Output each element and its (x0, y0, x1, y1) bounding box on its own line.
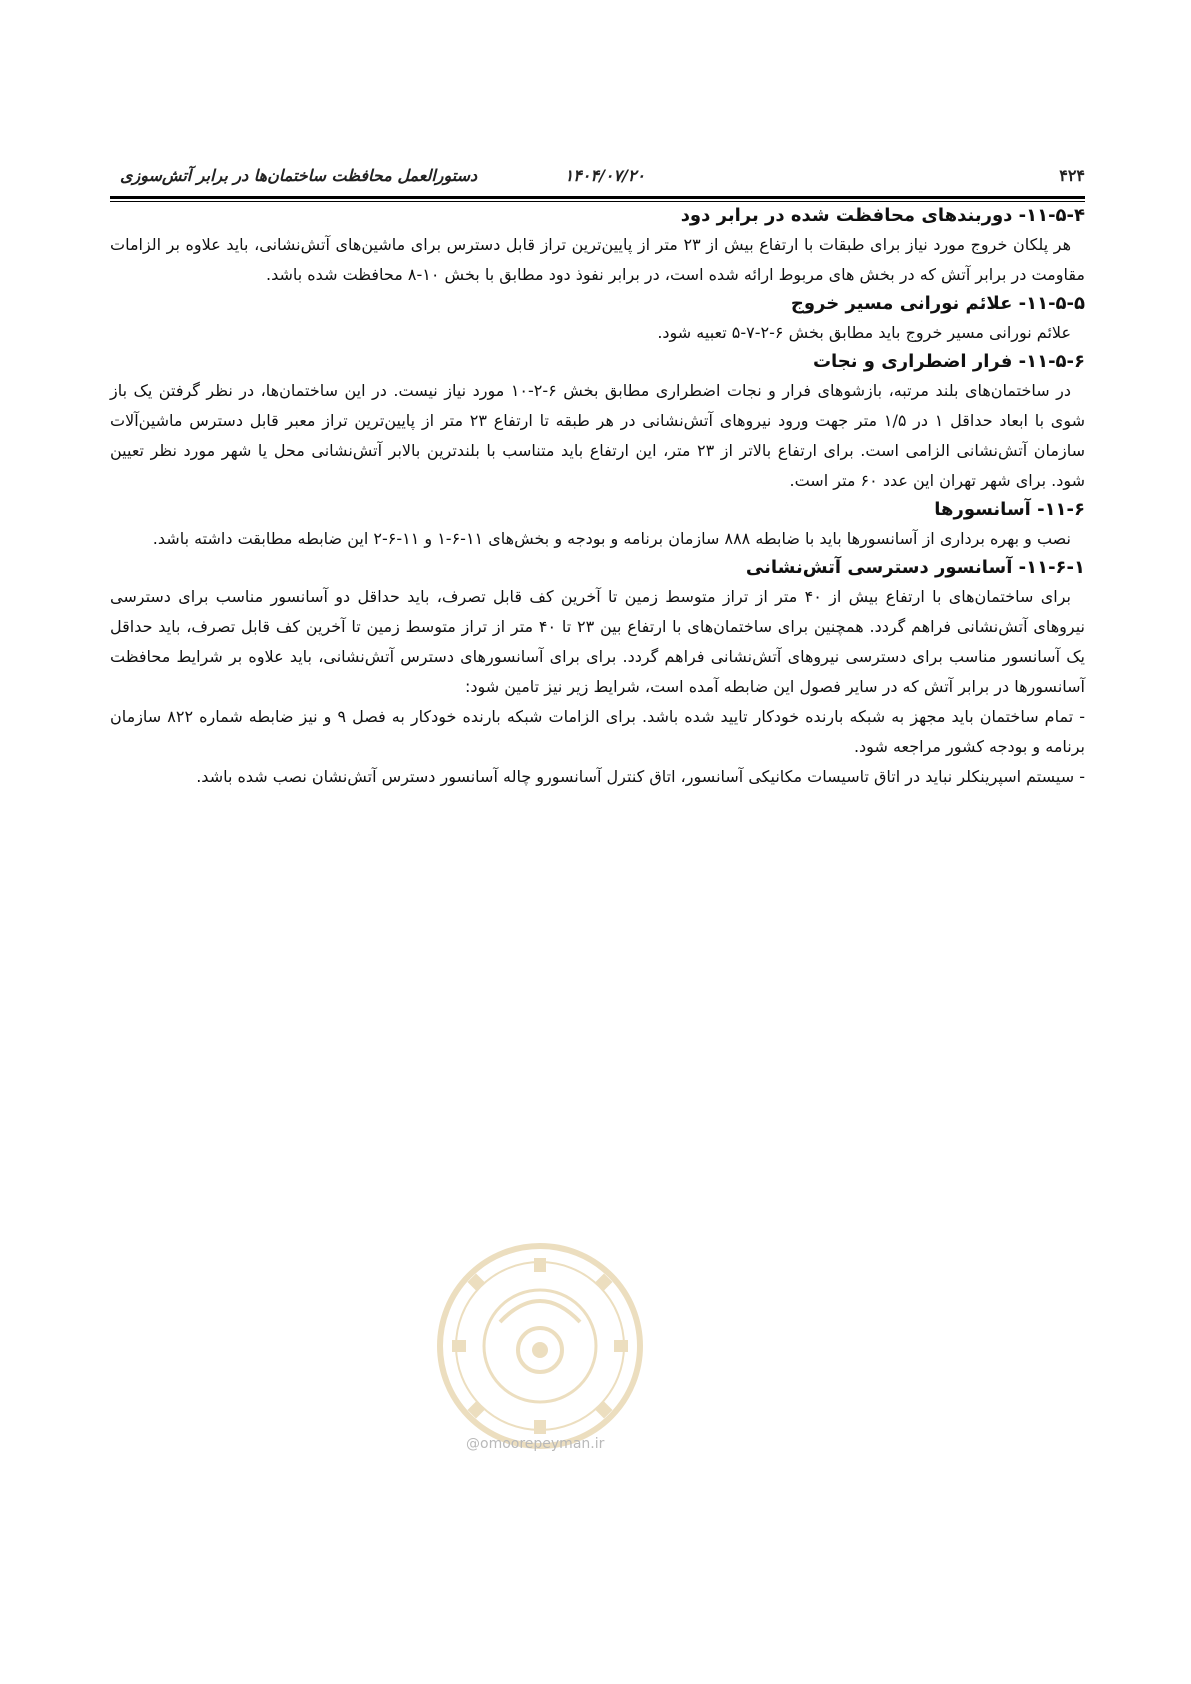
section-heading: ۱۱-۵-۵- علائم نورانی مسیر خروج (790, 293, 1085, 314)
bullet-item: - سیستم اسپرینکلر نباید در اتاق تاسیسات مکانیکی آسانسور، اتاق کنترل آسانسورو چاله آسانسور دسترس آتش‌نشان نصب شده باشد. (196, 767, 1085, 786)
header-rule-thick (110, 196, 1085, 199)
page-number: ۴۲۴ (1059, 166, 1085, 185)
document-page (110, 160, 1085, 792)
bullet-item: - تمام ساختمان باید مجهز به شبکه بارنده خودکار تایید شده باشد. برای الزامات شبکه بارنده خودکار به فصل ۹ و نیز ضابطه شماره ۸۲۲ سازمان برنامه و بودجه کشور مراجعه شود. (110, 707, 1085, 756)
running-header (110, 160, 1085, 188)
header-date: ۱۴۰۴/۰۷/۲۰ (564, 166, 645, 185)
section-heading: ۱۱-۶- آسانسورها (934, 499, 1085, 520)
section-heading: ۱۱-۵-۴- دوربندهای محافظت شده در برابر دود (680, 205, 1085, 226)
section-paragraph: نصب و بهره برداری از آسانسورها باید با ضابطه ۸۸۸ سازمان برنامه و بودجه و بخش‌های ۱۱-۶-۱ و ۱۱-۶-۲ این ضابطه مطابقت داشته باشد. (152, 529, 1071, 548)
section-heading: ۱۱-۶-۱- آسانسور دسترسی آتش‌نشانی (745, 557, 1085, 578)
header-title: دستورالعمل محافظت ساختمان‌ها در برابر آتش‌سوزی (120, 166, 478, 185)
section-paragraph: علائم نورانی مسیر خروج باید مطابق بخش ۶-۲-۷-۵ تعبیه شود. (657, 323, 1071, 342)
section-paragraph: در ساختمان‌های بلند مرتبه، بازشوهای فرار و نجات اضطراری مطابق بخش ۶-۲-۱۰ مورد نیاز نیست. در این ساختمان‌ها، در نظر گرفتن یک باز شوی با ابعاد حداقل ۱ در ۱/۵ متر جهت ورود نیروهای آتش‌نشانی در هر طبقه تا ارتفاع ۲۳ متر از پایین‌ترین تراز معبر قابل دسترس ماشین‌آلات سازمان آتش‌نشانی الزامی است. برای ارتفاع بالاتر از ۲۳ متر، این ارتفاع باید متناسب با بلندترین بالابر آتش‌نشانی محل یا شهر مورد نظر تعیین شود. برای شهر تهران این عدد ۶۰ متر است. (110, 381, 1085, 490)
watermark-site-text: @omoorepeyman.ir (466, 1436, 605, 1452)
section-paragraph: برای ساختمان‌های با ارتفاع بیش از ۴۰ متر از تراز متوسط زمین تا آخرین کف قابل تصرف، باید حداقل دو آسانسور مناسب برای دسترسی نیروهای آتش‌نشانی فراهم گردد. همچنین برای ساختمان‌های با ارتفاع بین ۲۳ تا ۴۰ متر از تراز متوسط زمین تا آخرین کف قابل تصرف، باید حداقل یک آسانسور مناسب برای دسترسی نیروهای آتش‌نشانی فراهم گردد. برای برای آسانسورهای دسترس آتش‌نشانی، باید علاوه بر شرایط محافظت آسانسورها در برابر آتش که در سایر فصول این ضابطه آمده است، شرایط زیر نیز تامین شود: (110, 587, 1086, 696)
watermark-seal (434, 1240, 646, 1452)
section-heading: ۱۱-۵-۶- فرار اضطراری و نجات (812, 351, 1085, 372)
section-paragraph: هر پلکان خروج مورد نیاز برای طبقات با ارتفاع بیش از ۲۳ متر از پایین‌ترین تراز قابل دسترس برای ماشین‌های آتش‌نشانی، باید علاوه بر الزامات مقاومت در برابر آتش که در بخش های مربوط ارائه شده است، در برابر نفوذ دود مطابق با بخش ۱۰-۸ محافظت شده باشد. (110, 235, 1085, 284)
